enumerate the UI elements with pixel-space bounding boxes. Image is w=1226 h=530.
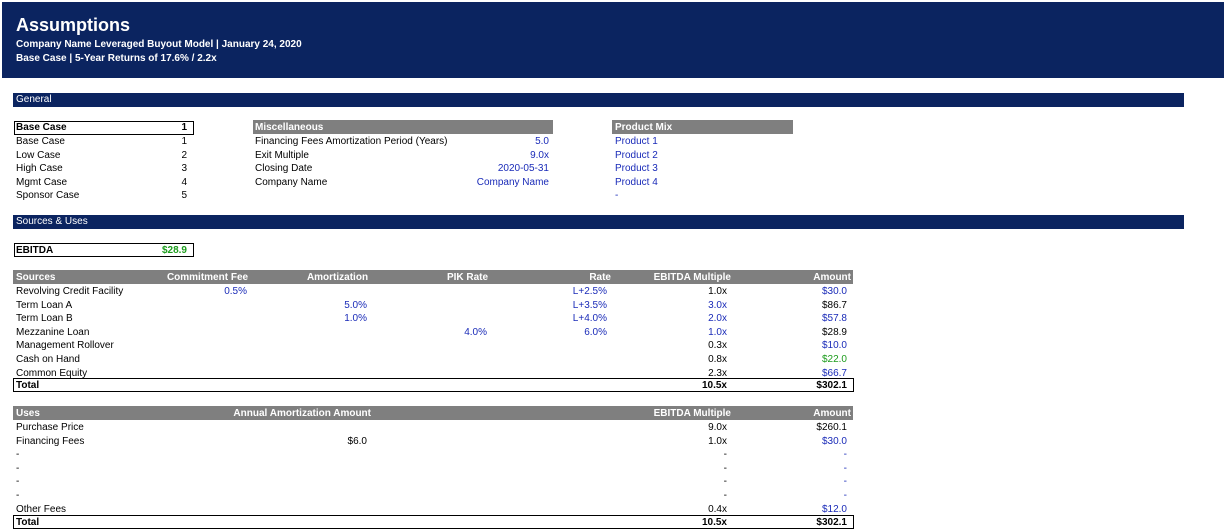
use-name: - <box>16 490 20 501</box>
sources-col-multiple: EBITDA Multiple <box>653 272 731 283</box>
source-amount: $28.9 <box>821 326 847 338</box>
use-name: Financing Fees <box>16 435 85 447</box>
source-rate[interactable]: L+2.5% <box>572 286 607 297</box>
source-name: Cash on Hand <box>16 354 80 365</box>
source-ebitda-multiple: 0.8x <box>708 354 727 365</box>
source-name: Term Loan B <box>16 313 73 325</box>
source-amount[interactable]: $22.0 <box>821 354 847 365</box>
source-amount[interactable]: $30.0 <box>821 286 847 297</box>
ebitda-value[interactable]: $28.9 <box>161 245 187 256</box>
case-label: High Case <box>16 163 63 175</box>
source-rate[interactable]: L+4.0% <box>572 313 607 325</box>
section-general <box>13 93 1184 107</box>
case-label: Sponsor Case <box>16 190 80 202</box>
source-pik-rate[interactable]: 4.0% <box>464 326 487 338</box>
source-amortization[interactable]: 5.0% <box>344 299 367 311</box>
product-item[interactable]: - <box>615 190 619 202</box>
use-name: - <box>16 449 20 461</box>
source-amortization[interactable]: 1.0% <box>344 313 367 325</box>
source-rate[interactable]: L+3.5% <box>572 299 607 311</box>
use-annual-amortization: $6.0 <box>347 435 367 447</box>
sources-col-fee: Commitment Fee <box>166 272 249 283</box>
use-amount[interactable]: $12.0 <box>821 503 847 515</box>
uses-col-multiple: EBITDA Multiple <box>653 408 731 419</box>
source-ebitda-multiple[interactable]: 1.0x <box>708 326 727 338</box>
use-name: Other Fees <box>16 503 67 515</box>
source-ebitda-multiple[interactable]: 3.0x <box>708 299 727 311</box>
sources-total-amount: $302.1 <box>816 380 847 391</box>
case-number: 5 <box>181 190 187 202</box>
case-number: 4 <box>181 176 187 188</box>
misc-label: Closing Date <box>255 163 313 175</box>
misc-value[interactable]: 5.0 <box>535 136 549 147</box>
product-item[interactable]: Product 1 <box>615 136 658 147</box>
use-ebitda-multiple: - <box>723 462 727 474</box>
source-rate[interactable]: 6.0% <box>584 326 607 338</box>
sources-total-label: Total <box>16 380 40 391</box>
returns-subtitle: Base Case | 5-Year Returns of 17.6% / 2.2x <box>16 53 217 64</box>
case-number: 2 <box>181 149 187 161</box>
case-label: Low Case <box>16 149 61 161</box>
source-name: Management Rollover <box>16 340 114 352</box>
use-amount[interactable]: - <box>843 476 847 488</box>
sources-col-name: Sources <box>16 272 56 283</box>
uses-total-amount: $302.1 <box>816 517 847 528</box>
use-amount[interactable]: - <box>843 462 847 474</box>
misc-label: Financing Fees Amortization Period (Years) <box>255 136 448 147</box>
use-amount[interactable]: - <box>843 490 847 501</box>
source-ebitda-multiple: 1.0x <box>708 286 727 297</box>
ebitda-label: EBITDA <box>16 245 54 256</box>
section-general-label: General <box>16 94 52 105</box>
source-name: Mezzanine Loan <box>16 326 90 338</box>
section-sources-uses-label: Sources & Uses <box>16 216 88 227</box>
use-name: Purchase Price <box>16 422 84 433</box>
product-item[interactable]: Product 2 <box>615 149 658 161</box>
sources-total-row <box>13 378 854 392</box>
use-ebitda-multiple: 0.4x <box>708 503 727 515</box>
source-amount[interactable]: $57.8 <box>821 313 847 325</box>
misc-value[interactable]: 2020-05-31 <box>497 163 549 175</box>
source-name: Common Equity <box>16 367 88 379</box>
sources-col-pik: PIK Rate <box>446 272 489 283</box>
case-number: 1 <box>181 136 187 147</box>
case-label: Mgmt Case <box>16 176 68 188</box>
use-ebitda-multiple: 1.0x <box>708 435 727 447</box>
uses-col-name: Uses <box>16 408 40 419</box>
uses-col-amount: Amount <box>813 408 851 419</box>
use-amount[interactable]: $30.0 <box>821 435 847 447</box>
misc-value[interactable]: Company Name <box>476 176 549 188</box>
misc-value[interactable]: 9.0x <box>530 149 549 161</box>
misc-label: Exit Multiple <box>255 149 309 161</box>
source-ebitda-multiple: 0.3x <box>708 340 727 352</box>
source-name: Term Loan A <box>16 299 73 311</box>
product-item[interactable]: Product 3 <box>615 163 658 175</box>
source-name: Revolving Credit Facility <box>16 286 124 297</box>
sources-col-amort: Amortization <box>306 272 369 283</box>
section-sources-uses <box>13 215 1184 229</box>
use-ebitda-multiple: 9.0x <box>708 422 727 433</box>
sources-col-rate: Rate <box>589 272 611 283</box>
use-amount[interactable]: - <box>843 449 847 461</box>
use-ebitda-multiple: - <box>723 476 727 488</box>
page-subtitle: Company Name Leveraged Buyout Model | January 24, 2020 <box>16 39 302 50</box>
case-selector-value[interactable]: 1 <box>181 122 187 133</box>
source-ebitda-multiple[interactable]: 2.0x <box>708 313 727 325</box>
misc-label: Company Name <box>255 176 328 188</box>
product-item[interactable]: Product 4 <box>615 176 658 188</box>
case-selector-label: Base Case <box>16 122 67 133</box>
sources-col-amount: Amount <box>813 272 851 283</box>
use-name: - <box>16 462 20 474</box>
use-amount: $260.1 <box>816 422 847 433</box>
uses-total-label: Total <box>16 517 40 528</box>
source-ebitda-multiple: 2.3x <box>708 367 727 379</box>
source-amount[interactable]: $10.0 <box>821 340 847 352</box>
product-mix-header: Product Mix <box>615 122 673 133</box>
use-ebitda-multiple: - <box>723 449 727 461</box>
case-label: Base Case <box>16 136 65 147</box>
uses-col-amort: Annual Amortization Amount <box>233 408 371 419</box>
source-amount[interactable]: $66.7 <box>821 367 847 379</box>
source-commitment-fee[interactable]: 0.5% <box>224 286 247 297</box>
page-title: Assumptions <box>16 15 131 35</box>
use-ebitda-multiple: - <box>723 490 727 501</box>
sources-total-multiple: 10.5x <box>701 380 727 391</box>
use-name: - <box>16 476 20 488</box>
misc-header: Miscellaneous <box>255 122 324 133</box>
case-number: 3 <box>181 163 187 175</box>
uses-total-row <box>13 515 854 529</box>
uses-total-multiple: 10.5x <box>701 517 727 528</box>
source-amount: $86.7 <box>821 299 847 311</box>
